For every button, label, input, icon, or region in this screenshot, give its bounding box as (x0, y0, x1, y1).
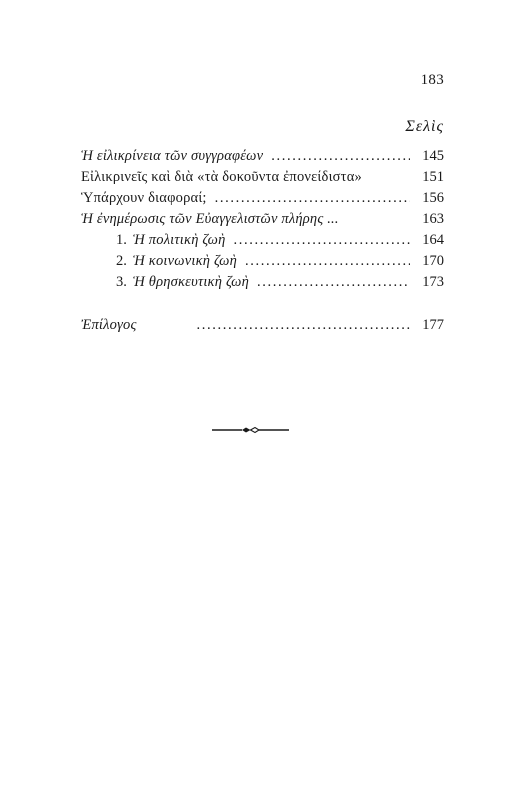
page-number: 183 (420, 72, 444, 88)
toc-subentry (81, 274, 444, 295)
toc-entry-page: 156 (422, 190, 444, 206)
epilogue-title: Ἐπίλογος (81, 317, 137, 333)
page-column-header: Σελὶς (405, 118, 444, 135)
dot-leader (197, 317, 410, 334)
toc-subentry (81, 253, 444, 274)
dot-leader (245, 253, 410, 270)
dot-leader (271, 148, 410, 165)
toc-entry-title: Ἡ θρησκευτικὴ ζωὴ (132, 274, 250, 290)
dot-leader (215, 190, 410, 207)
toc-subentry-number: 2. (116, 253, 127, 269)
dot-leader (233, 232, 410, 249)
toc-entry (81, 148, 444, 169)
toc-entry-title: Ἡ ἐνημέρωσις τῶν Εὐαγγελιστῶν πλήρης ... (81, 211, 339, 227)
toc-entry-page: 173 (422, 274, 444, 290)
toc-entry (81, 190, 444, 211)
toc-entry-page: 164 (422, 232, 444, 248)
toc-epilogue-entry (81, 317, 444, 338)
toc-entry-title: Ὑπάρχουν διαφοραί; (81, 190, 207, 206)
table-of-contents (81, 148, 444, 338)
toc-subentry (81, 232, 444, 253)
toc-entry-page: 145 (422, 148, 444, 164)
toc-subentry-number: 3. (116, 274, 127, 290)
toc-entry-page: 163 (422, 211, 444, 227)
fleuron-rule-ornament-icon (212, 424, 289, 436)
toc-entry-title: Ἡ εἰλικρίνεια τῶν συγγραφέων (81, 148, 264, 164)
toc-entry-title: Ἡ κοινωνικὴ ζωὴ (132, 253, 238, 269)
toc-entry-page: 170 (422, 253, 444, 269)
dot-leader (257, 274, 410, 291)
toc-subentry-number: 1. (116, 232, 127, 248)
toc-entry (81, 211, 444, 232)
toc-entry-title: Ἡ πολιτικὴ ζωὴ (132, 232, 226, 248)
epilogue-page: 177 (422, 317, 444, 333)
toc-entry-page: 151 (422, 169, 444, 185)
toc-entry-title: Εἰλικρινεῖς καὶ διὰ «τὰ δοκοῦντα ἐπονείδιστα» (81, 169, 362, 185)
toc-entry (81, 169, 444, 190)
